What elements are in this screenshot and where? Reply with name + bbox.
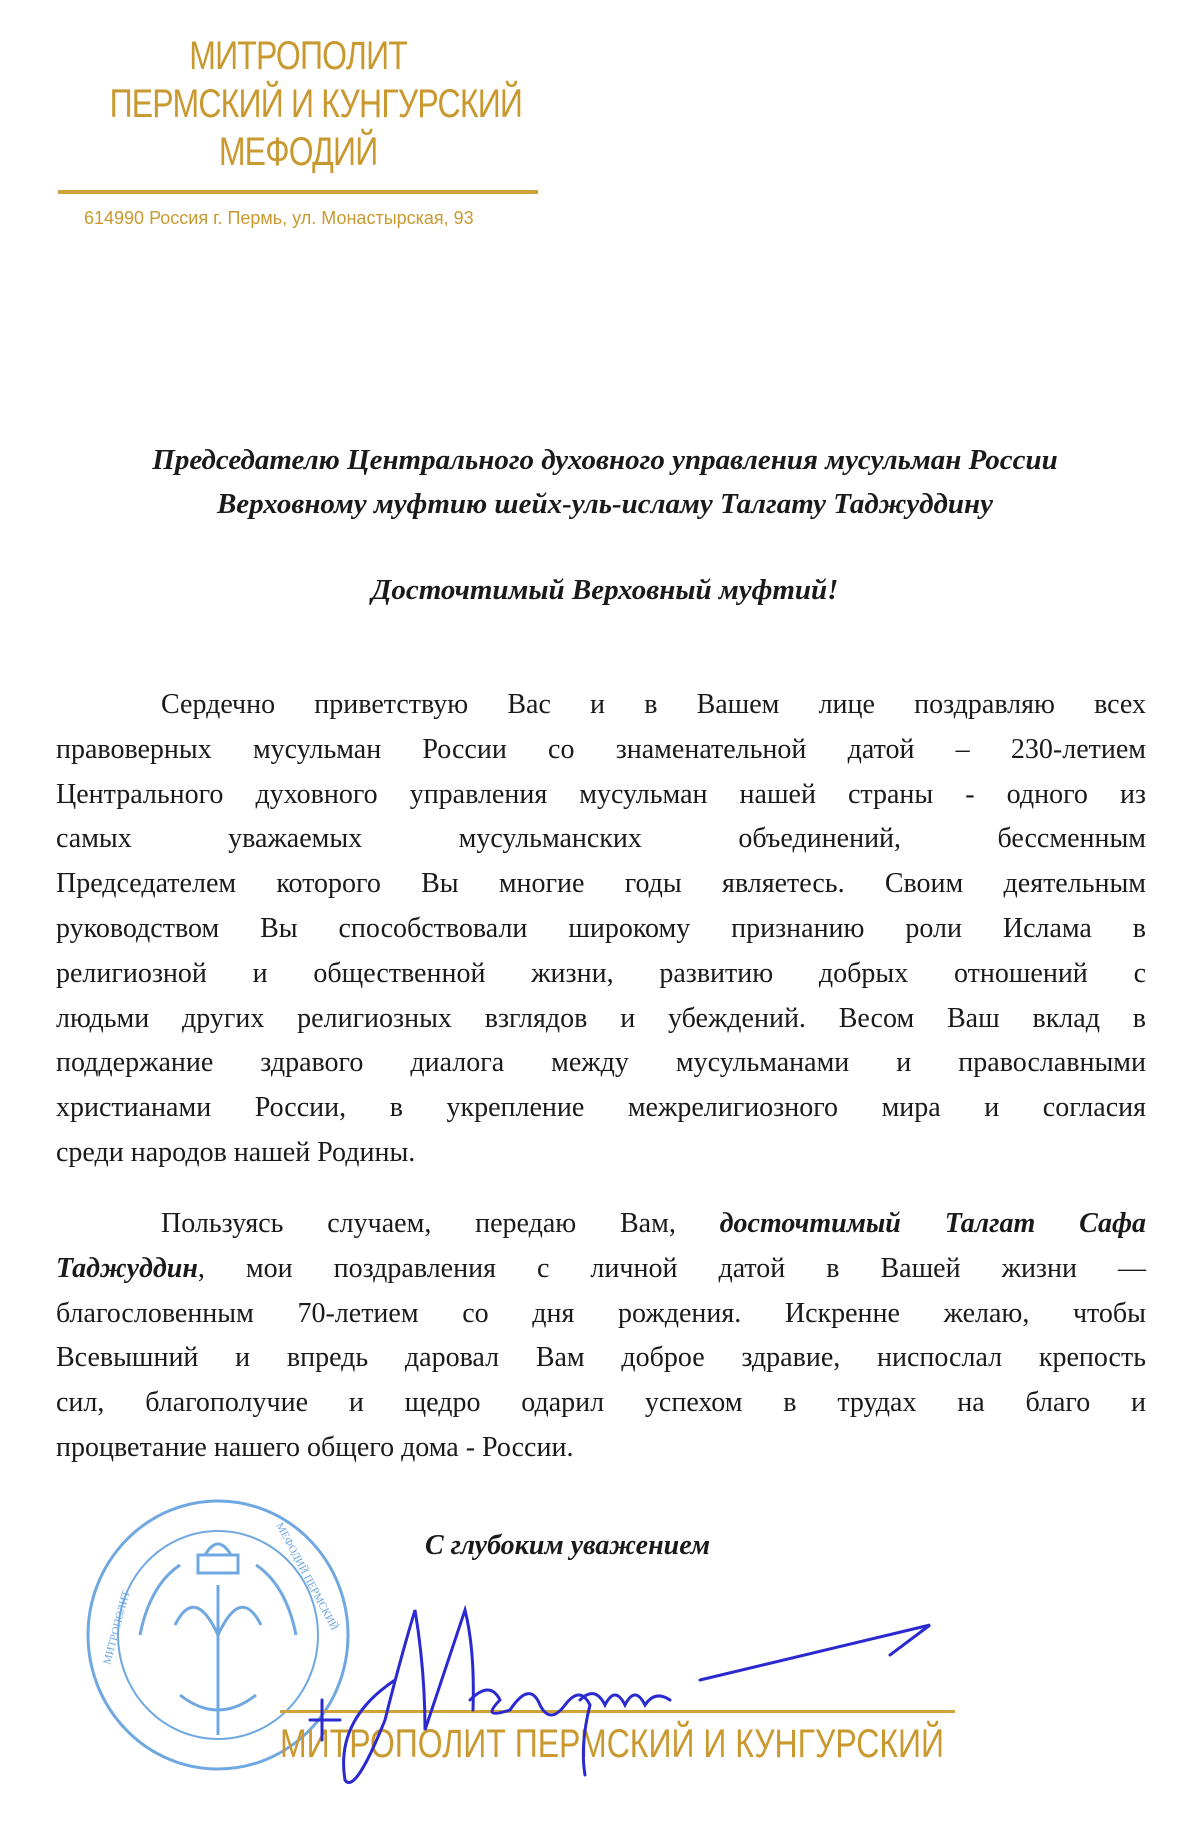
paragraph-1-line: христианами России, в укрепление межрелигиозного мира и согласия [56, 1092, 1146, 1124]
paragraph-2 [56, 1202, 1146, 1471]
paragraph-1-line: среди народов нашей Родины. [56, 1136, 416, 1168]
seal-text: МЕФОДИЙ ПЕРМСКИЙ [273, 1520, 341, 1633]
text: , мои поздравления с личной датой в Вашей жизни — [197, 1252, 1146, 1284]
letterhead-title-2-text: ПЕРМСКИЙ И КУНГУРСКИЙ [109, 82, 523, 126]
paragraph-1-line: самых уважаемых мусульманских объединений, бессменным [56, 823, 1146, 855]
footer-title: МИТРОПОЛИТ ПЕРМСКИЙ И КУНГУРСКИЙ [280, 1722, 945, 1766]
paragraph-2-line [56, 1247, 1146, 1292]
paragraph-2-line [56, 1202, 1146, 1247]
closing: С глубоким уважением [425, 1530, 711, 1561]
paragraph-2-line: сил, благополучие и щедро одарил успехом в трудах на благо и [56, 1387, 1146, 1419]
paragraph-1-line: Сердечно приветствую Вас и в Вашем лице поздравляю всех [161, 689, 1146, 720]
paragraph-2-line: благословенным 70-летием со дня рождения. Искренне желаю, чтобы [56, 1297, 1146, 1329]
letterhead-title-3-text: МЕФОДИЙ [218, 130, 378, 174]
addressee-line-2: Верховному муфтию шейх-уль-исламу Талгату Таджуддину [216, 488, 994, 520]
paragraph-1-line: Председателем которого Вы многие годы являетесь. Своим деятельным [56, 868, 1146, 900]
handwritten-signature [300, 1580, 940, 1800]
paragraph-2-line: Всевышний и впредь даровал Вам доброе здравие, ниспослал крепость [56, 1342, 1146, 1374]
paragraph-2-line: процветание нашего общего дома - России. [56, 1431, 574, 1463]
paragraph-1-line: правоверных мусульман России со знаменательной датой – 230-летием [56, 733, 1146, 765]
addressee-name: Таджуддин [56, 1252, 198, 1284]
letterhead-title-2 [58, 82, 538, 126]
paragraph-1 [56, 683, 1146, 1176]
letterhead-title-1-text: МИТРОПОЛИТ [189, 34, 407, 78]
salutation: Досточтимый Верховный муфтий! [371, 574, 839, 606]
paragraph-1-line: людьми других религиозных взглядов и убеждений. Весом Ваш вклад в [56, 1002, 1146, 1034]
paragraph-1-line: Центрального духовного управления мусульман нашей страны - одного из [56, 778, 1146, 810]
seal-text: МИТРОПОЛИТ [101, 1589, 133, 1666]
letterhead-address: 614990 Россия г. Пермь, ул. Монастырская, 93 [84, 208, 474, 228]
letterhead-title-1 [58, 34, 538, 78]
letterhead-title-3 [58, 130, 538, 174]
paragraph-1-line: руководством Вы способствовали широкому признанию роли Ислама в [56, 912, 1146, 944]
text: Пользуясь случаем, передаю Вам, [161, 1208, 720, 1239]
paragraph-1-line: поддержание здравого диалога между мусульманами и православными [56, 1047, 1146, 1079]
addressee-name: досточтимый Талгат Сафа [719, 1208, 1146, 1239]
paragraph-1-line: религиозной и общественной жизни, развитию добрых отношений с [56, 957, 1146, 989]
letterhead-divider [58, 190, 538, 194]
addressee-line-1: Председателю Центрального духовного управления мусульман России [152, 444, 1058, 476]
